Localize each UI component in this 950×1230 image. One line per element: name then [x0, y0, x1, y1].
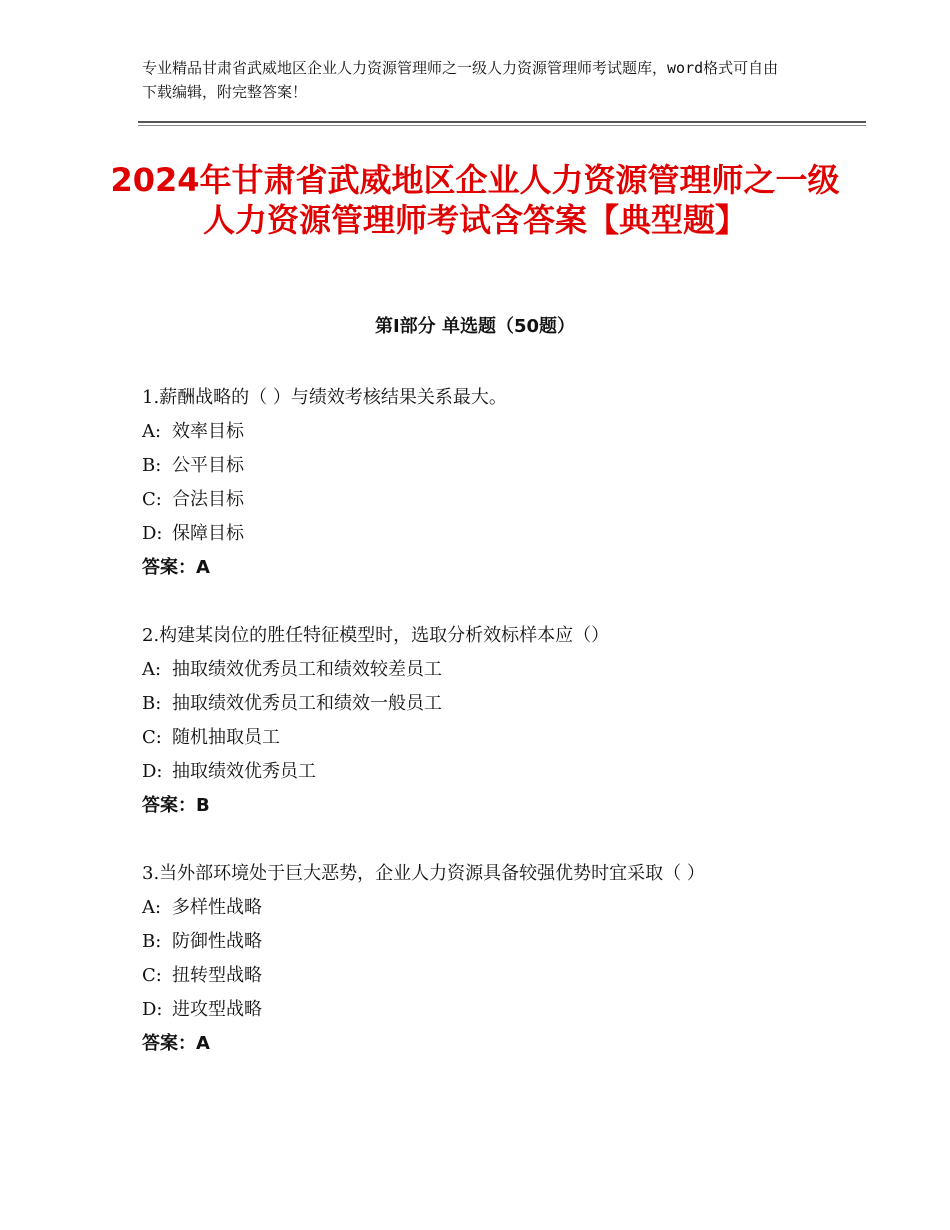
option-c — [142, 959, 782, 993]
option-letter: C: — [142, 727, 162, 748]
question-stem: 2.构建某岗位的胜任特征模型时，选取分析效标样本应（） — [142, 625, 610, 646]
question-3 — [142, 857, 782, 1061]
option-text: 扭转型战略 — [172, 965, 262, 986]
answer: 答案：A — [142, 1033, 210, 1054]
option-b — [142, 449, 802, 483]
answer: 答案：A — [142, 557, 210, 578]
header-note: 专业精品甘肃省武威地区企业人力资源管理师之一级人力资源管理师考试题库，word格式可自由下载编辑，附完整答案！ — [142, 59, 779, 101]
option-b — [142, 925, 782, 959]
option-text: 随机抽取员工 — [172, 727, 280, 748]
option-letter: A: — [142, 897, 162, 918]
option-letter: B: — [142, 693, 162, 714]
question-stem: 3.当外部环境处于巨大恶势，企业人力资源具备较强优势时宜采取（ ） — [142, 863, 705, 884]
option-d — [142, 755, 802, 789]
option-text: 防御性战略 — [172, 931, 262, 952]
option-letter: D: — [142, 523, 163, 544]
option-letter: C: — [142, 965, 162, 986]
answer: 答案：B — [142, 795, 210, 816]
option-c — [142, 483, 802, 517]
header-divider-thin — [138, 125, 866, 126]
question-stem: 1.薪酬战略的（ ）与绩效考核结果关系最大。 — [142, 387, 507, 408]
option-letter: D: — [142, 761, 163, 782]
option-text: 抽取绩效优秀员工和绩效较差员工 — [172, 659, 442, 680]
option-letter: B: — [142, 455, 162, 476]
document-title: 2024年甘肃省武威地区企业人力资源管理师之一级人力资源管理师考试含答案【典型题】 — [110, 161, 840, 239]
question-1 — [142, 381, 802, 585]
option-letter: A: — [142, 421, 162, 442]
option-text: 效率目标 — [172, 421, 244, 442]
header-divider — [138, 121, 866, 123]
option-a — [142, 653, 802, 687]
option-text: 抽取绩效优秀员工 — [172, 761, 316, 782]
option-a — [142, 415, 802, 449]
question-2 — [142, 619, 802, 823]
option-text: 多样性战略 — [172, 897, 262, 918]
option-d — [142, 993, 782, 1027]
option-letter: A: — [142, 659, 162, 680]
option-b — [142, 687, 802, 721]
section-heading: 第Ⅰ部分 单选题（50题） — [374, 316, 575, 337]
option-text: 合法目标 — [172, 489, 244, 510]
option-letter: D: — [142, 999, 163, 1020]
option-text: 公平目标 — [172, 455, 244, 476]
option-text: 进攻型战略 — [172, 999, 262, 1020]
option-letter: C: — [142, 489, 162, 510]
option-letter: B: — [142, 931, 162, 952]
option-c — [142, 721, 802, 755]
option-d — [142, 517, 802, 551]
option-a — [142, 891, 782, 925]
option-text: 抽取绩效优秀员工和绩效一般员工 — [172, 693, 442, 714]
option-text: 保障目标 — [172, 523, 244, 544]
